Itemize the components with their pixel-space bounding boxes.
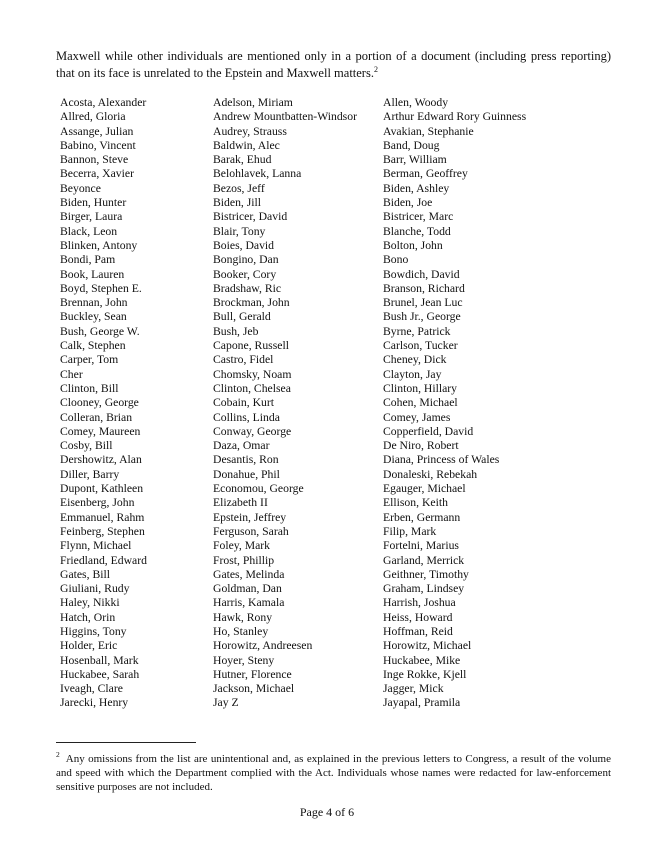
name-entry: Friedland, Edward [60,553,147,567]
name-entry: Clinton, Hillary [383,381,458,395]
name-entry: Feinberg, Stephen [60,524,145,538]
name-entry: Boyd, Stephen E. [60,281,142,295]
name-entry: Copperfield, David [383,424,474,438]
name-entry: Black, Leon [60,224,118,238]
name-entry: Book, Lauren [60,267,125,281]
name-entry: Bowdich, David [383,267,460,281]
name-entry: Flynn, Michael [60,539,132,553]
footnote-text: Any omissions from the list are unintentional and, as explained in the previous letters to Congress, a result of the volume and speed with which the Department complied with the Act. Individuals whose names were redacted for law-enforcement sensitive purposes are not included. [56,753,611,793]
name-entry: Branson, Richard [383,281,465,295]
name-entry: Jarecki, Henry [60,696,129,710]
name-entry: Hoffman, Reid [383,624,453,638]
name-entry: Babino, Vincent [60,138,136,152]
name-entry: Haley, Nikki [60,596,120,610]
name-entry: Economou, George [213,482,304,496]
name-entry: Clayton, Jay [383,367,442,381]
name-entry: Bush Jr., George [383,310,461,324]
name-entry: Booker, Cory [213,267,277,281]
name-entry: Higgins, Tony [60,624,127,638]
footnote-divider [56,742,196,743]
name-entry: Buckley, Sean [60,310,127,324]
name-entry: Diana, Princess of Wales [383,453,500,467]
name-entry: Bezos, Jeff [213,181,265,195]
name-entry: Iveagh, Clare [60,682,123,696]
name-entry: Jay Z [213,696,239,710]
name-entry: Geithner, Timothy [383,567,469,581]
name-entry: De Niro, Robert [383,439,459,453]
page-number: Page 4 of 6 [299,805,355,819]
name-entry: Biden, Joe [383,196,433,210]
name-entry: Boies, David [213,238,275,252]
name-entry: Baldwin, Alec [213,138,280,152]
name-entry: Hoyer, Steny [213,653,275,667]
name-entry: Ferguson, Sarah [213,524,289,538]
name-entry: Cosby, Bill [60,439,113,453]
name-entry: Bondi, Pam [60,253,116,267]
name-entry: Holder, Eric [60,639,118,653]
name-entry: Ho, Stanley [213,624,269,638]
name-entry: Barr, William [383,153,447,167]
name-entry: Horowitz, Michael [383,639,472,653]
name-entry: Audrey, Strauss [213,124,287,138]
name-entry: Blair, Tony [213,224,266,238]
name-entry: Jagger, Mick [383,682,444,696]
name-entry: Diller, Barry [60,467,120,481]
name-entry: Bradshaw, Ric [213,281,282,295]
name-entry: Allred, Gloria [60,110,126,124]
name-entry: Biden, Ashley [383,181,450,195]
name-entry: Byrne, Patrick [383,324,451,338]
name-entry: Giuliani, Rudy [60,582,130,596]
name-entry: Eisenberg, John [60,496,135,510]
name-entry: Desantis, Ron [213,453,279,467]
name-entry: Foley, Mark [213,539,271,553]
name-entry: Band, Doug [383,138,440,152]
footnote-reference: 2 [373,64,378,74]
footnote [56,752,611,794]
footnote-marker: 2 [56,750,60,760]
name-entry: Comey, James [383,410,451,424]
name-entry: Berman, Geoffrey [383,167,468,181]
name-entry: Clinton, Bill [60,381,119,395]
name-entry: Belohlavek, Lanna [213,167,302,181]
names-column-1 [60,96,147,711]
name-entry: Dupont, Kathleen [60,482,144,496]
name-entry: Bono [383,253,409,267]
name-entry: Ellison, Keith [383,496,448,510]
intro-text: Maxwell while other individuals are mentioned only in a portion of a document (including press reporting) that on its face is unrelated to the Epstein and Maxwell matters. [56,49,611,80]
name-entry: Huckabee, Sarah [60,667,140,681]
name-entry: Allen, Woody [383,96,449,109]
name-entry: Acosta, Alexander [60,96,147,109]
name-entry: Cher [60,367,83,381]
name-entry: Hosenball, Mark [60,653,139,667]
name-entry: Inge Rokke, Kjell [383,667,467,681]
name-entry: Gates, Melinda [213,567,285,581]
name-entry: Donahue, Phil [213,467,280,481]
name-entry: Harris, Kamala [213,596,285,610]
name-entry: Erben, Germann [383,510,461,524]
name-entry: Adelson, Miriam [213,96,293,109]
name-entry: Carlson, Tucker [383,339,458,353]
name-entry: Egauger, Michael [383,482,466,496]
name-entry: Graham, Lindsey [383,582,465,596]
name-entry: Biden, Hunter [60,196,127,210]
name-entry: Hutner, Florence [213,667,292,681]
name-entry: Comey, Maureen [60,424,141,438]
names-column-3 [383,96,526,711]
name-entry: Fortelni, Marius [383,539,459,553]
name-entry: Bolton, John [383,238,443,252]
name-entry: Cobain, Kurt [213,396,275,410]
name-entry: Cheney, Dick [383,353,447,367]
name-entry: Collins, Linda [213,410,280,424]
name-entry: Biden, Jill [213,196,262,210]
name-entry: Emmanuel, Rahm [60,510,145,524]
name-entry: Brunel, Jean Luc [383,296,463,310]
name-entry: Epstein, Jeffrey [213,510,287,524]
name-entry: Barak, Ehud [213,153,272,167]
name-entry: Heiss, Howard [383,610,453,624]
name-entry: Bongino, Dan [213,253,279,267]
name-entry: Bush, Jeb [213,324,259,338]
name-entry: Capone, Russell [213,339,289,353]
name-entry: Conway, George [213,424,292,438]
name-entry: Chomsky, Noam [213,367,292,381]
name-entry: Clooney, George [60,396,139,410]
name-entry: Blanche, Todd [383,224,451,238]
name-entry: Goldman, Dan [213,582,282,596]
names-column-2 [213,96,357,711]
name-entry: Blinken, Antony [60,238,138,252]
name-entry: Horowitz, Andreesen [213,639,313,653]
name-entry: Gates, Bill [60,567,110,581]
name-entry: Brennan, John [60,296,128,310]
name-entry: Jayapal, Pramila [383,696,461,710]
name-entry: Dershowitz, Alan [60,453,142,467]
name-entry: Avakian, Stephanie [383,124,474,138]
name-entry: Elizabeth II [213,496,268,510]
name-entry: Arthur Edward Rory Guinness [383,110,527,124]
name-entry: Colleran, Brian [60,410,133,424]
name-entry: Carper, Tom [60,353,119,367]
name-entry: Frost, Phillip [213,553,275,567]
name-entry: Bull, Gerald [213,310,271,324]
name-entry: Bistricer, Marc [383,210,454,224]
name-entry: Birger, Laura [60,210,123,224]
name-entry: Calk, Stephen [60,339,126,353]
name-entry: Assange, Julian [60,124,134,138]
names-list [60,96,620,736]
name-entry: Bush, George W. [60,324,140,338]
name-entry: Castro, Fidel [213,353,274,367]
name-entry: Donaleski, Rebekah [383,467,478,481]
name-entry: Garland, Merrick [383,553,465,567]
name-entry: Huckabee, Mike [383,653,461,667]
name-entry: Clinton, Chelsea [213,381,291,395]
name-entry: Andrew Mountbatten-Windsor [213,110,357,124]
name-entry: Filip, Mark [383,524,437,538]
name-entry: Beyonce [60,181,101,195]
name-entry: Jackson, Michael [213,682,295,696]
name-entry: Bannon, Steve [60,153,129,167]
name-entry: Hatch, Orin [60,610,116,624]
name-entry: Harrish, Joshua [383,596,456,610]
name-entry: Becerra, Xavier [60,167,134,181]
name-entry: Bistricer, David [213,210,288,224]
intro-paragraph [56,48,611,82]
name-entry: Cohen, Michael [383,396,458,410]
name-entry: Brockman, John [213,296,290,310]
name-entry: Daza, Omar [213,439,270,453]
name-entry: Hawk, Rony [213,610,273,624]
